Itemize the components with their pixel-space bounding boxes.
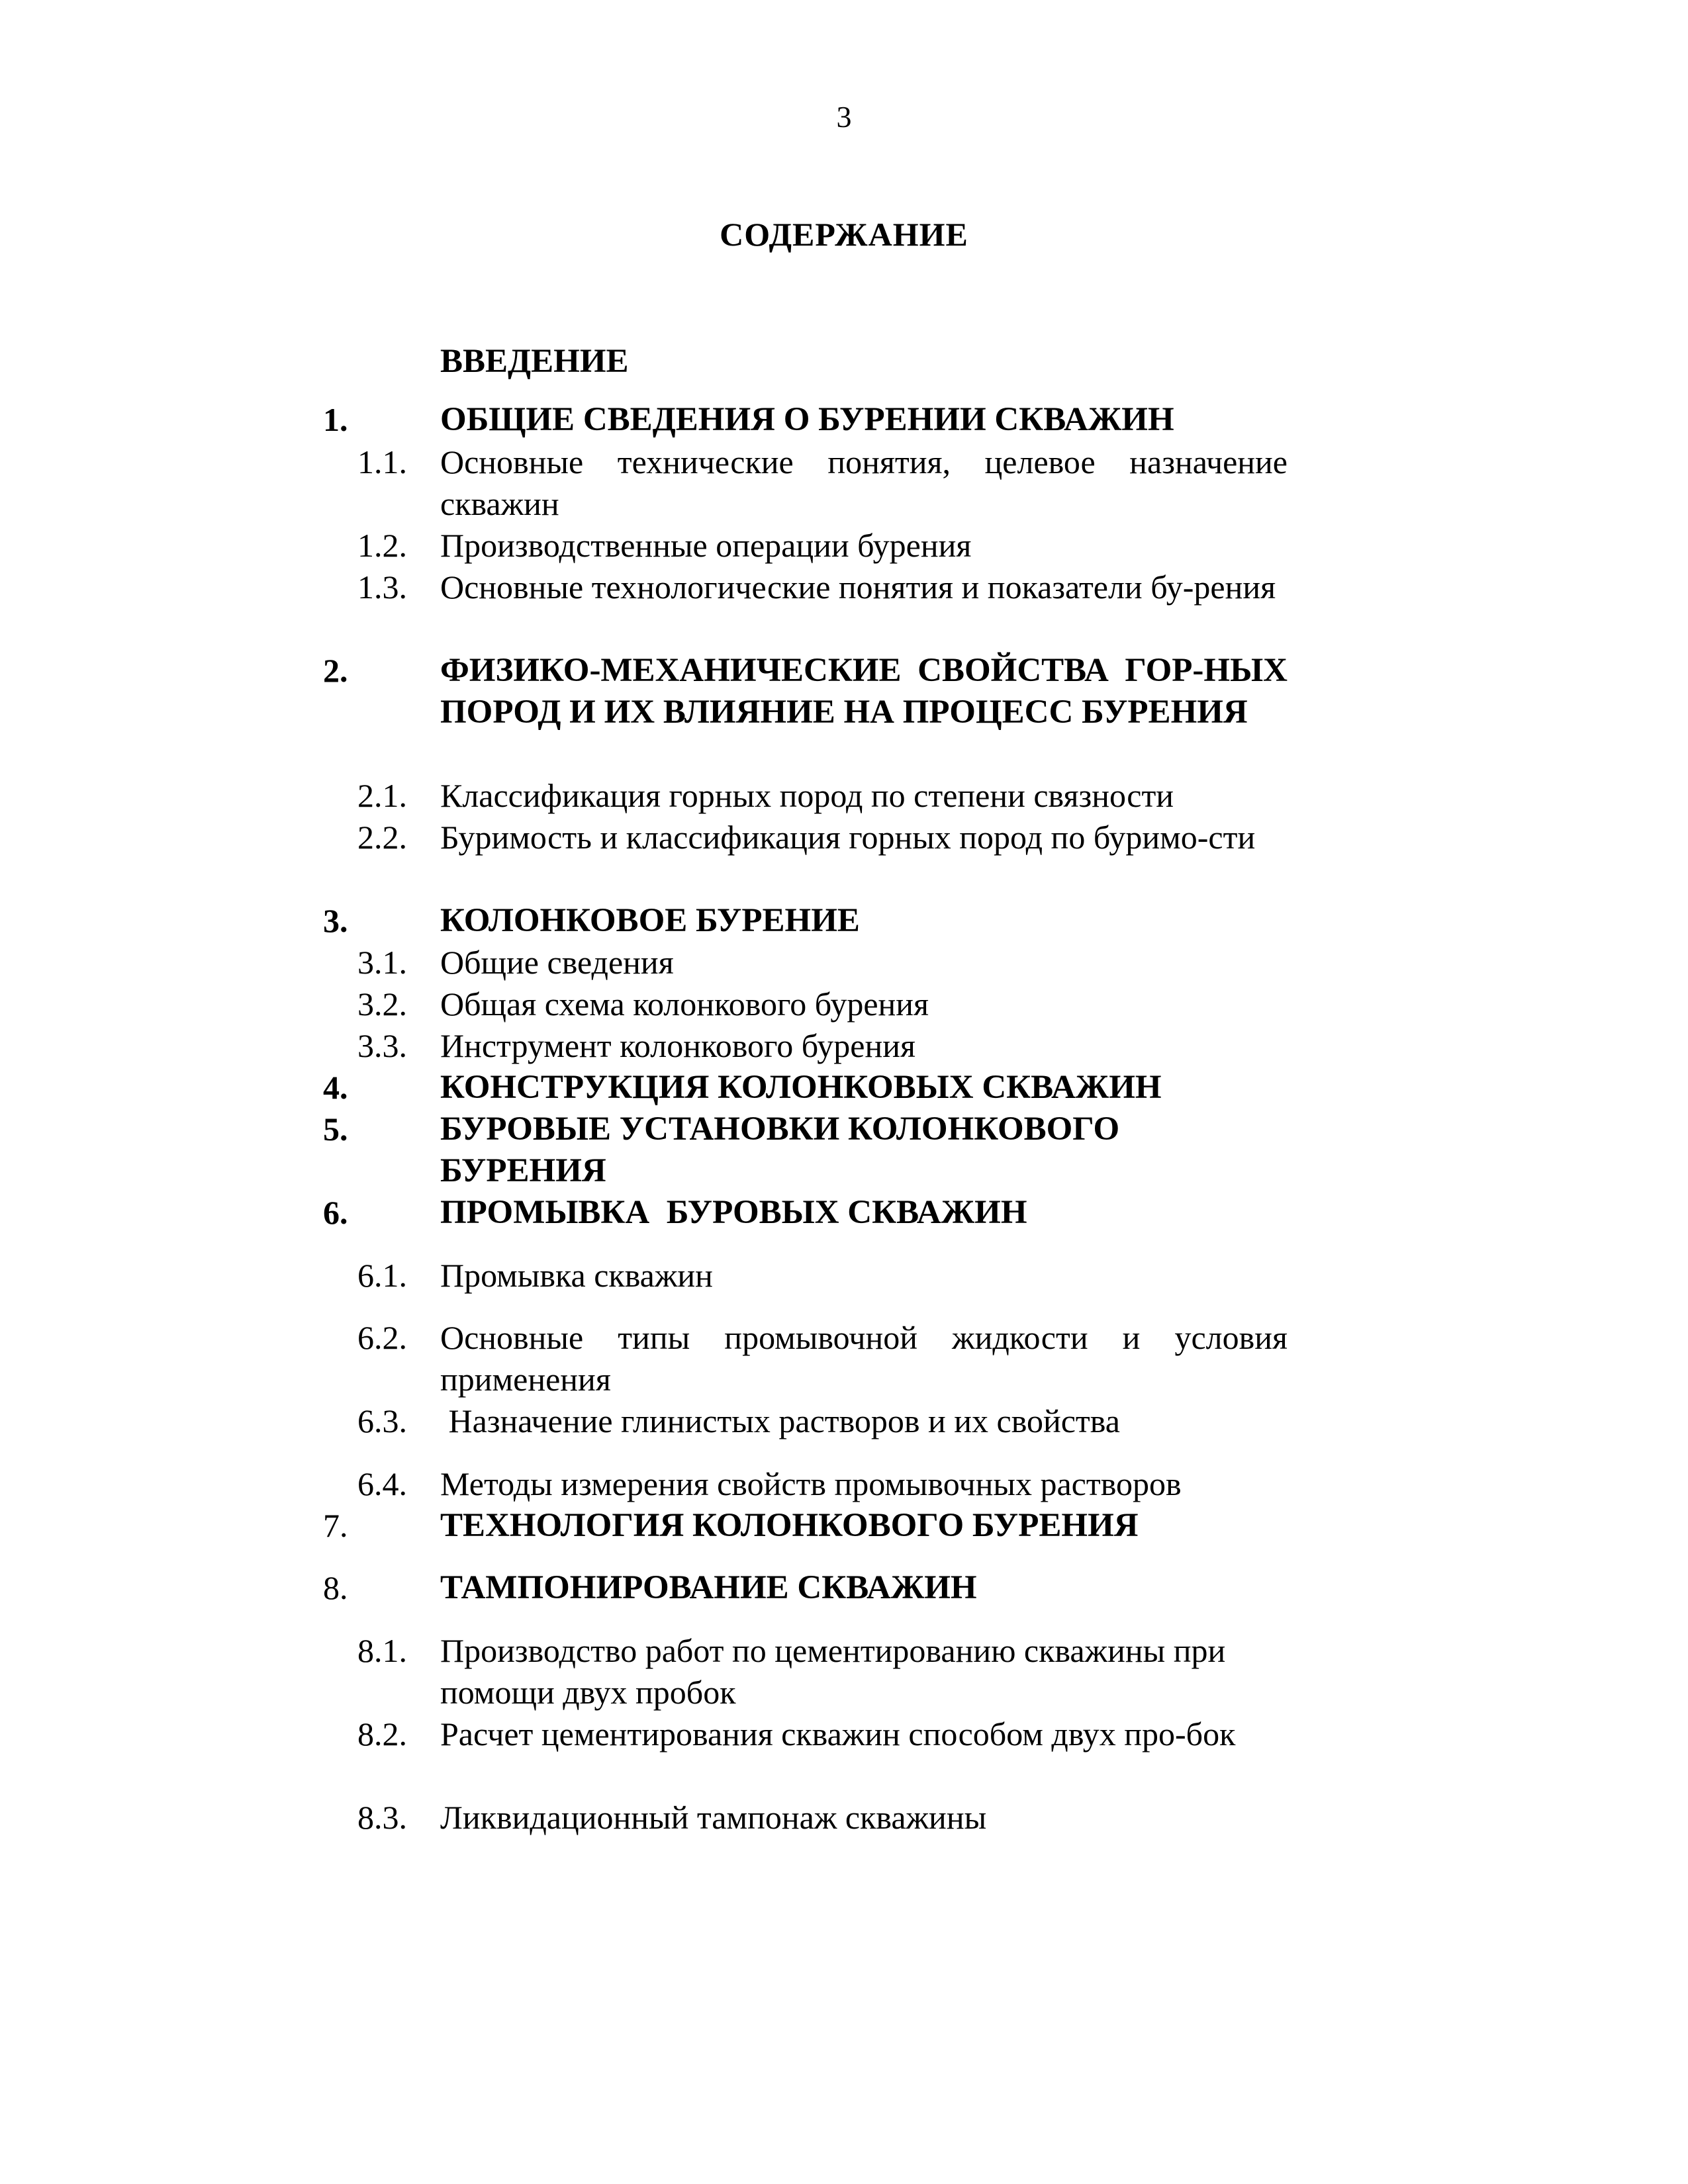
toc-entry-text: Общие сведения (440, 944, 674, 981)
toc-entry-text: Расчет цементирования скважин способом двух про-бок (440, 1715, 1236, 1752)
toc-entry-text: КОЛОНКОВОЕ БУРЕНИЕ (440, 902, 860, 939)
toc-entry-text: Классификация горных пород по степени связности (440, 777, 1174, 814)
toc-entry-number: 8. (323, 1569, 348, 1606)
toc-entry-text: ПРОМЫВКА БУРОВЫХ СКВАЖИН (440, 1194, 1027, 1231)
toc-entry-number: 6.4. (357, 1465, 407, 1502)
toc-entry-text: БУРОВЫЕ УСТАНОВКИ КОЛОНКОВОГО БУРЕНИЯ (440, 1111, 1120, 1189)
toc-entry-number: 8.3. (357, 1799, 407, 1836)
toc-entry-number: 8.2. (357, 1715, 407, 1752)
toc-entry-number: 6.2. (357, 1319, 407, 1356)
toc-entry-text: Методы измерения свойств промывочных растворов (440, 1465, 1182, 1502)
toc-entry-text: ВВЕДЕНИЕ (440, 343, 629, 380)
toc-entry-number: 2.1. (357, 777, 407, 814)
toc-entry-number: 6.1. (357, 1257, 407, 1294)
toc-entry-number: 4. (323, 1069, 348, 1106)
toc-entry-number: 3. (323, 902, 348, 939)
toc-entry-text: Основные технологические понятия и показатели бу-рения (440, 569, 1276, 606)
toc-entry-number: 1.2. (357, 527, 407, 564)
toc-entry-text: Инструмент колонкового бурения (440, 1027, 915, 1064)
toc-entry-text: ОБЩИЕ СВЕДЕНИЯ О БУРЕНИИ СКВАЖИН (440, 401, 1174, 438)
toc-entry-number: 1.3. (357, 569, 407, 606)
toc-entry-text: КОНСТРУКЦИЯ КОЛОНКОВЫХ СКВАЖИН (440, 1069, 1162, 1106)
toc-entry-number: 1. (323, 401, 348, 438)
page-number: 3 (836, 100, 852, 134)
toc-entry-text: Основные типы промывочной жидкости и условия применения (440, 1319, 1288, 1398)
toc-entry-number: 2.2. (357, 819, 407, 856)
toc-entry-number: 3.1. (357, 944, 407, 981)
toc-entry-number: 3.3. (357, 1027, 407, 1064)
toc-entry-text: ТЕХНОЛОГИЯ КОЛОНКОВОГО БУРЕНИЯ (440, 1507, 1139, 1544)
page-title: СОДЕРЖАНИЕ (720, 216, 968, 253)
toc-entry-text: ТАМПОНИРОВАНИЕ СКВАЖИН (440, 1569, 977, 1606)
toc-entry-text: Основные технические понятия, целевое назначение скважин (440, 443, 1288, 522)
toc-entry-number: 2. (323, 652, 348, 689)
toc-entry-text: Назначение глинистых растворов и их свойства (440, 1402, 1120, 1439)
toc-entry-number: 5. (323, 1111, 348, 1148)
toc-entry-number: 6.3. (357, 1402, 407, 1439)
toc-entry-number: 3.2. (357, 985, 407, 1023)
toc-entry-number: 1.1. (357, 443, 407, 480)
toc-entry-text: Промывка скважин (440, 1257, 713, 1294)
toc-entry-text: Буримость и классификация горных пород по буримо-сти (440, 819, 1256, 856)
toc-entry-number: 8.1. (357, 1632, 407, 1669)
toc-entry-text: Ликвидационный тампонаж скважины (440, 1799, 987, 1836)
toc-entry-number: 7. (323, 1507, 348, 1544)
toc-entry-text: Общая схема колонкового бурения (440, 985, 929, 1023)
toc-entry-text: Производственные операции бурения (440, 527, 972, 564)
toc-entry-number: 6. (323, 1194, 348, 1231)
toc-entry-text: Производство работ по цементированию скважины при помощи двух пробок (440, 1632, 1226, 1711)
toc-entry-text: ФИЗИКО-МЕХАНИЧЕСКИЕ СВОЙСТВА ГОР-НЫХ ПОРОД И ИХ ВЛИЯНИЕ НА ПРОЦЕСС БУРЕНИЯ (440, 652, 1288, 731)
